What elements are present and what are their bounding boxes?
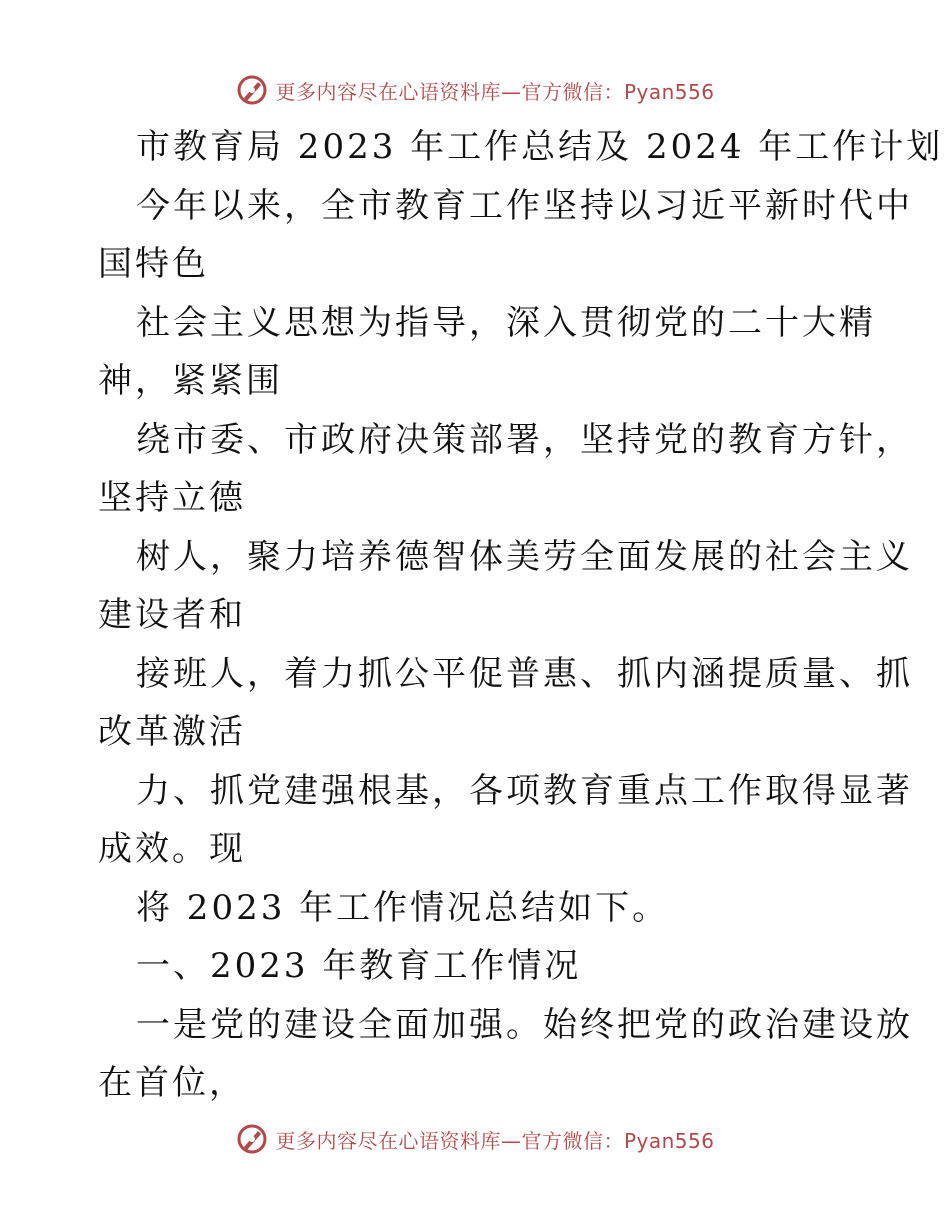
paragraph-line: 在首位，	[98, 1063, 246, 1103]
paragraph-line: 将 2023 年工作情况总结如下。	[136, 887, 670, 928]
pen-logo-icon	[235, 1122, 269, 1156]
paragraph-line: 坚持立德	[98, 478, 246, 518]
paragraph-line: 今年以来，全市教育工作坚持以习近平新时代中	[136, 185, 913, 226]
paragraph-line: 国特色	[98, 244, 209, 284]
paragraph-line: 力、抓党建强根基，各项教育重点工作取得显著	[136, 770, 913, 811]
section-heading: 一、2023 年教育工作情况	[136, 946, 582, 986]
banner-text: 更多内容尽在心语资料库—官方微信：Pyan556	[275, 1128, 715, 1153]
paragraph-line: 一是党的建设全面加强。始终把党的政治建设放	[136, 1004, 913, 1045]
header-banner	[0, 70, 950, 110]
paragraph-line: 神，紧紧围	[98, 361, 283, 401]
paragraph-line: 成效。现	[98, 829, 246, 869]
document-body	[98, 118, 944, 1113]
footer-banner	[0, 1119, 950, 1159]
banner-text: 更多内容尽在心语资料库—官方微信：Pyan556	[275, 79, 715, 104]
pen-logo-icon	[235, 73, 269, 107]
paragraph-line: 接班人，着力抓公平促普惠、抓内涵提质量、抓	[136, 653, 913, 694]
paragraph-line: 树人，聚力培养德智体美劳全面发展的社会主义	[136, 536, 913, 577]
document-title: 市教育局 2023 年工作总结及 2024 年工作计划	[136, 127, 944, 167]
paragraph-line: 改革激活	[98, 712, 246, 752]
paragraph-line: 绕市委、市政府决策部署，坚持党的教育方针，	[136, 419, 913, 460]
paragraph-line: 社会主义思想为指导，深入贯彻党的二十大精	[136, 302, 876, 343]
paragraph-line: 建设者和	[98, 595, 246, 635]
